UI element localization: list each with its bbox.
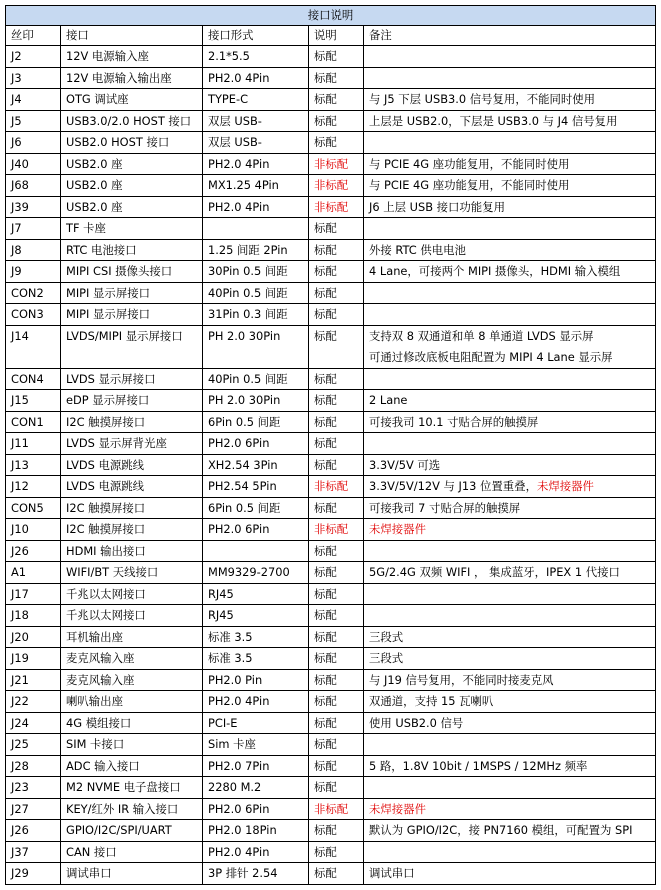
table-row <box>6 196 656 218</box>
cell-desc: 标配 <box>309 691 364 713</box>
cell-silk: J15 <box>6 390 61 412</box>
cell-interface: HDMI 输出接口 <box>61 540 203 562</box>
table-row <box>6 110 656 132</box>
cell-interface: USB2.0 座 <box>61 153 203 175</box>
cell-desc: 标配 <box>309 562 364 584</box>
cell-silk: A1 <box>6 562 61 584</box>
cell-form <box>203 218 309 240</box>
table-row <box>6 863 656 885</box>
table-row <box>6 497 656 519</box>
cell-silk: CON3 <box>6 304 61 326</box>
cell-desc: 标配 <box>309 454 364 476</box>
cell-form: PH2.0 7Pin <box>203 755 309 777</box>
cell-silk: J26 <box>6 820 61 842</box>
cell-note <box>364 605 656 627</box>
cell-silk: J7 <box>6 218 61 240</box>
cell-interface: 麦克风输入座 <box>61 669 203 691</box>
cell-interface: I2C 触摸屏接口 <box>61 519 203 541</box>
cell-desc: 标配 <box>309 669 364 691</box>
cell-note: 使用 USB2.0 信号 <box>364 712 656 734</box>
cell-form: 双层 USB- <box>203 110 309 132</box>
cell-form: RJ45 <box>203 605 309 627</box>
cell-form: PCI-E <box>203 712 309 734</box>
cell-interface: OTG 调试座 <box>61 89 203 111</box>
cell-form: PH2.0 4Pin <box>203 67 309 89</box>
cell-silk: J14 <box>6 325 61 368</box>
cell-desc: 标配 <box>309 820 364 842</box>
cell-interface: SIM 卡接口 <box>61 734 203 756</box>
cell-form: 6Pin 0.5 间距 <box>203 411 309 433</box>
note-text: 3.3V/5V/12V 与 J13 位置重叠， <box>369 479 537 493</box>
cell-note <box>364 67 656 89</box>
cell-interface: LVDS 显示屏接口 <box>61 368 203 390</box>
cell-note: 可接我司 7 寸贴合屏的触摸屏 <box>364 497 656 519</box>
cell-silk: J26 <box>6 540 61 562</box>
cell-silk: J39 <box>6 196 61 218</box>
table-row <box>6 368 656 390</box>
table-row <box>6 218 656 240</box>
cell-desc: 标配 <box>309 368 364 390</box>
cell-form: 6Pin 0.5 间距 <box>203 497 309 519</box>
cell-silk: J17 <box>6 583 61 605</box>
cell-silk: J22 <box>6 691 61 713</box>
cell-interface: GPIO/I2C/SPI/UART <box>61 820 203 842</box>
cell-desc: 标配 <box>309 67 364 89</box>
cell-interface: 千兆以太网接口 <box>61 583 203 605</box>
table-row <box>6 175 656 197</box>
cell-interface: 喇叭输出座 <box>61 691 203 713</box>
cell-desc: 标配 <box>309 863 364 885</box>
cell-note: 5 路，1.8V 10bit / 1MSPS / 12MHz 频率 <box>364 755 656 777</box>
cell-form: TYPE-C <box>203 89 309 111</box>
cell-note: 上层是 USB2.0，下层是 USB3.0 与 J4 信号复用 <box>364 110 656 132</box>
cell-interface: USB3.0/2.0 HOST 接口 <box>61 110 203 132</box>
cell-note: 三段式 <box>364 626 656 648</box>
header-silk: 丝印 <box>6 26 61 46</box>
cell-form: PH2.0 6Pin <box>203 433 309 455</box>
interface-table <box>5 5 656 885</box>
cell-form: PH2.0 4Pin <box>203 841 309 863</box>
cell-form: PH2.0 18Pin <box>203 820 309 842</box>
cell-form: PH2.0 6Pin <box>203 798 309 820</box>
table-row <box>6 261 656 283</box>
cell-note <box>364 282 656 304</box>
cell-silk: J2 <box>6 46 61 68</box>
table-row <box>6 46 656 68</box>
cell-silk: J9 <box>6 261 61 283</box>
cell-note <box>364 132 656 154</box>
cell-desc: 标配 <box>309 734 364 756</box>
cell-form: 2280 M.2 <box>203 777 309 799</box>
cell-silk: J3 <box>6 67 61 89</box>
cell-form: PH 2.0 30Pin <box>203 325 309 368</box>
cell-interface: LVDS 显示屏背光座 <box>61 433 203 455</box>
cell-desc: 标配 <box>309 712 364 734</box>
header-desc: 说明 <box>309 26 364 46</box>
cell-desc: 标配 <box>309 433 364 455</box>
cell-form: 31Pin 0.3 间距 <box>203 304 309 326</box>
cell-silk: J13 <box>6 454 61 476</box>
cell-desc: 非标配 <box>309 175 364 197</box>
cell-form: Sim 卡座 <box>203 734 309 756</box>
cell-note <box>364 841 656 863</box>
cell-interface: MIPI 显示屏接口 <box>61 282 203 304</box>
cell-silk: J12 <box>6 476 61 498</box>
cell-silk: J5 <box>6 110 61 132</box>
cell-silk: CON2 <box>6 282 61 304</box>
cell-interface: LVDS/MIPI 显示屏接口 <box>61 325 203 368</box>
table-title-row <box>6 6 656 26</box>
cell-note <box>364 304 656 326</box>
cell-note: 2 Lane <box>364 390 656 412</box>
cell-note <box>364 368 656 390</box>
cell-interface: ADC 输入接口 <box>61 755 203 777</box>
table-row <box>6 540 656 562</box>
note-line-1: 支持双 8 双通道和单 8 单通道 LVDS 显示屏 <box>369 328 594 343</box>
cell-form: RJ45 <box>203 583 309 605</box>
cell-silk: J21 <box>6 669 61 691</box>
cell-silk: J28 <box>6 755 61 777</box>
table-row <box>6 841 656 863</box>
cell-note: 与 PCIE 4G 座功能复用，不能同时使用 <box>364 153 656 175</box>
cell-desc: 标配 <box>309 626 364 648</box>
cell-interface: 4G 模组接口 <box>61 712 203 734</box>
cell-form: PH2.0 4Pin <box>203 196 309 218</box>
cell-note: 与 J19 信号复用，不能同时接麦克风 <box>364 669 656 691</box>
table-row <box>6 626 656 648</box>
cell-desc: 标配 <box>309 411 364 433</box>
cell-form: 标准 3.5 <box>203 626 309 648</box>
cell-silk: J19 <box>6 648 61 670</box>
cell-silk: J11 <box>6 433 61 455</box>
cell-desc: 标配 <box>309 540 364 562</box>
table-row <box>6 798 656 820</box>
cell-silk: J10 <box>6 519 61 541</box>
cell-note: 与 J5 下层 USB3.0 信号复用，不能同时使用 <box>364 89 656 111</box>
table-row <box>6 648 656 670</box>
cell-interface: eDP 显示屏接口 <box>61 390 203 412</box>
table-row <box>6 777 656 799</box>
cell-note <box>364 218 656 240</box>
table-row <box>6 390 656 412</box>
cell-note: 双通道，支持 15 瓦喇叭 <box>364 691 656 713</box>
table-row <box>6 519 656 541</box>
cell-desc: 标配 <box>309 841 364 863</box>
cell-desc: 非标配 <box>309 476 364 498</box>
cell-note <box>364 734 656 756</box>
cell-form: 40Pin 0.5 间距 <box>203 368 309 390</box>
cell-form: 40Pin 0.5 间距 <box>203 282 309 304</box>
cell-desc: 标配 <box>309 89 364 111</box>
table-row <box>6 153 656 175</box>
cell-silk: J68 <box>6 175 61 197</box>
cell-form: PH2.0 Pin <box>203 669 309 691</box>
cell-desc: 非标配 <box>309 153 364 175</box>
cell-silk: J6 <box>6 132 61 154</box>
cell-interface: USB2.0 HOST 接口 <box>61 132 203 154</box>
cell-form: PH2.0 4Pin <box>203 153 309 175</box>
cell-interface: CAN 接口 <box>61 841 203 863</box>
cell-note: 5G/2.4G 双频 WIFI ， 集成蓝牙，IPEX 1 代接口 <box>364 562 656 584</box>
cell-note: 未焊接器件 <box>364 798 656 820</box>
cell-interface: LVDS 电源跳线 <box>61 454 203 476</box>
table-row <box>6 755 656 777</box>
cell-interface: I2C 触摸屏接口 <box>61 497 203 519</box>
cell-silk: CON4 <box>6 368 61 390</box>
cell-interface: MIPI 显示屏接口 <box>61 304 203 326</box>
cell-desc: 标配 <box>309 605 364 627</box>
cell-form <box>203 540 309 562</box>
interface-table-container <box>5 5 655 885</box>
table-row <box>6 820 656 842</box>
cell-interface: MIPI CSI 摄像头接口 <box>61 261 203 283</box>
cell-note: 3.3V/5V 可选 <box>364 454 656 476</box>
cell-desc: 标配 <box>309 261 364 283</box>
table-row <box>6 433 656 455</box>
table-row <box>6 605 656 627</box>
note-line-2: 可通过修改底板电阻配置为 MIPI 4 Lane 显示屏 <box>369 349 613 364</box>
cell-interface: KEY/红外 IR 输入接口 <box>61 798 203 820</box>
table-row <box>6 239 656 261</box>
cell-desc: 标配 <box>309 46 364 68</box>
cell-interface: USB2.0 座 <box>61 175 203 197</box>
cell-silk: CON5 <box>6 497 61 519</box>
cell-form: PH2.0 6Pin <box>203 519 309 541</box>
table-row <box>6 282 656 304</box>
table-row <box>6 411 656 433</box>
cell-interface: USB2.0 座 <box>61 196 203 218</box>
cell-interface: LVDS 电源跳线 <box>61 476 203 498</box>
cell-desc: 标配 <box>309 239 364 261</box>
table-header-row <box>6 26 656 46</box>
header-form: 接口形式 <box>203 26 309 46</box>
cell-silk: J37 <box>6 841 61 863</box>
cell-desc: 标配 <box>309 282 364 304</box>
table-row <box>6 67 656 89</box>
cell-note: 与 PCIE 4G 座功能复用，不能同时使用 <box>364 175 656 197</box>
cell-interface: M2 NVME 电子盘接口 <box>61 777 203 799</box>
cell-desc: 非标配 <box>309 196 364 218</box>
cell-note <box>364 476 656 498</box>
cell-form: 3P 排针 2.54 <box>203 863 309 885</box>
table-row <box>6 691 656 713</box>
cell-note <box>364 325 656 368</box>
cell-desc: 非标配 <box>309 519 364 541</box>
cell-silk: J29 <box>6 863 61 885</box>
cell-note: 默认为 GPIO/I2C，接 PN7160 模组，可配置为 SPI <box>364 820 656 842</box>
cell-desc: 标配 <box>309 218 364 240</box>
table-row <box>6 712 656 734</box>
cell-note <box>364 46 656 68</box>
header-note: 备注 <box>364 26 656 46</box>
cell-desc: 标配 <box>309 777 364 799</box>
cell-desc: 标配 <box>309 583 364 605</box>
cell-form: PH2.54 5Pin <box>203 476 309 498</box>
cell-interface: I2C 触摸屏接口 <box>61 411 203 433</box>
cell-note <box>364 583 656 605</box>
cell-form: 2.1*5.5 <box>203 46 309 68</box>
cell-note: J6 上层 USB 接口功能复用 <box>364 196 656 218</box>
cell-desc: 标配 <box>309 110 364 132</box>
table-row <box>6 562 656 584</box>
cell-silk: J18 <box>6 605 61 627</box>
cell-form: 标准 3.5 <box>203 648 309 670</box>
cell-form: PH 2.0 30Pin <box>203 390 309 412</box>
cell-interface: 12V 电源输入输出座 <box>61 67 203 89</box>
cell-form: 30Pin 0.5 间距 <box>203 261 309 283</box>
cell-desc: 标配 <box>309 132 364 154</box>
cell-silk: J23 <box>6 777 61 799</box>
cell-desc: 标配 <box>309 648 364 670</box>
cell-note: 外接 RTC 供电电池 <box>364 239 656 261</box>
cell-note: 调试串口 <box>364 863 656 885</box>
cell-form: 1.25 间距 2Pin <box>203 239 309 261</box>
cell-interface: 耳机输出座 <box>61 626 203 648</box>
cell-note: 未焊接器件 <box>364 519 656 541</box>
cell-note <box>364 777 656 799</box>
cell-silk: CON1 <box>6 411 61 433</box>
cell-silk: J4 <box>6 89 61 111</box>
cell-interface: 12V 电源输入座 <box>61 46 203 68</box>
cell-interface: TF 卡座 <box>61 218 203 240</box>
table-row <box>6 669 656 691</box>
cell-silk: J40 <box>6 153 61 175</box>
table-row <box>6 476 656 498</box>
cell-interface: 千兆以太网接口 <box>61 605 203 627</box>
table-row <box>6 132 656 154</box>
cell-interface: 麦克风输入座 <box>61 648 203 670</box>
table-row <box>6 583 656 605</box>
table-row <box>6 89 656 111</box>
cell-note: 可接我司 10.1 寸贴合屏的触摸屏 <box>364 411 656 433</box>
cell-interface: RTC 电池接口 <box>61 239 203 261</box>
table-row <box>6 734 656 756</box>
table-row <box>6 304 656 326</box>
cell-form: MM9329-2700 <box>203 562 309 584</box>
table-row <box>6 454 656 476</box>
cell-form: XH2.54 3Pin <box>203 454 309 476</box>
header-interface: 接口 <box>61 26 203 46</box>
cell-interface: 调试串口 <box>61 863 203 885</box>
cell-note <box>364 540 656 562</box>
table-title: 接口说明 <box>6 6 656 26</box>
cell-note <box>364 433 656 455</box>
cell-desc: 非标配 <box>309 798 364 820</box>
cell-form: 双层 USB- <box>203 132 309 154</box>
cell-note: 三段式 <box>364 648 656 670</box>
note-red-text: 未焊接器件 <box>536 479 594 493</box>
cell-desc: 标配 <box>309 325 364 368</box>
cell-form: MX1.25 4Pin <box>203 175 309 197</box>
cell-desc: 标配 <box>309 304 364 326</box>
cell-silk: J24 <box>6 712 61 734</box>
cell-desc: 标配 <box>309 755 364 777</box>
cell-silk: J27 <box>6 798 61 820</box>
cell-desc: 标配 <box>309 390 364 412</box>
cell-silk: J20 <box>6 626 61 648</box>
cell-form: PH2.0 4Pin <box>203 691 309 713</box>
cell-silk: J8 <box>6 239 61 261</box>
cell-desc: 标配 <box>309 497 364 519</box>
cell-interface: WIFI/BT 天线接口 <box>61 562 203 584</box>
cell-silk: J25 <box>6 734 61 756</box>
cell-note: 4 Lane，可接两个 MIPI 摄像头，HDMI 输入模组 <box>364 261 656 283</box>
table-row <box>6 325 656 368</box>
